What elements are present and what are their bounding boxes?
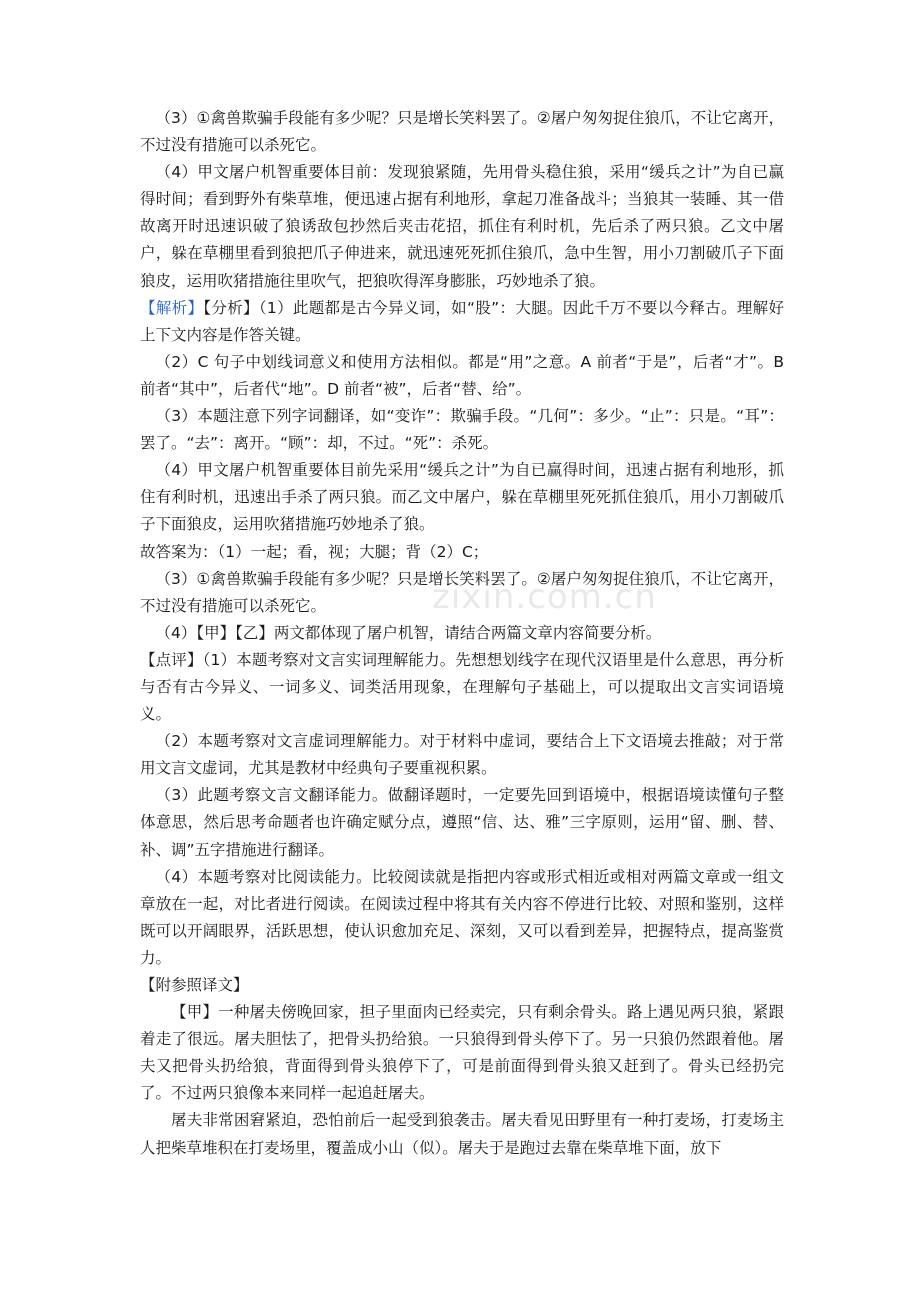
translation-paragraph: 【甲】一种屠夫傍晚回家，担子里面肉已经卖完，只有剩余骨头。路上遇见两只狼，紧跟着走了很远。屠夫胆怯了，把骨头扔给狼。一只狼得到骨头停下了。另一只狼仍然跟着他。屠夫又把骨头扔给狼，背面得到骨头狼停下了，可是前面得到骨头狼又赶到了。骨头已经扔完了。不过两只狼像本来同样一起追赶屠夫。 bbox=[140, 1003, 784, 1103]
document-body bbox=[140, 105, 784, 1162]
paragraph: （3）本题注意下列字词翻译，如“变诈”：欺骗手段。“几何”：多少。“止”：只是。“耳”：罢了。“去”：离开。“顾”：却，不过。“死”：杀死。 bbox=[140, 407, 784, 453]
watermark: zixin.com.cn bbox=[432, 577, 657, 617]
paragraph: （3）此题考察文言文翻译能力。做翻译题时，一定要先回到语境中，根据语境读懂句子整体意思，然后思考命题者也许确定赋分点，遵照“信、达、雅”三字原则，运用“留、删、替、补、调”五字措施进行翻译。 bbox=[140, 786, 784, 859]
paragraph: （4）甲文屠户机智重要体目前先采用“缓兵之计”为自已赢得时间，迅速占据有利地形，抓住有利时机，迅速出手杀了两只狼。而乙文中屠户，躲在草棚里死死抓住狼爪，用小刀割破爪子下面狼皮，运用吹猪措施巧妙地杀了狼。 bbox=[140, 461, 784, 534]
translation-paragraph: 屠夫非常困窘紧迫，恐怕前后一起受到狼袭击。屠夫看见田野里有一种打麦场，打麦场主人把柴草堆积在打麦场里，覆盖成小山（似）。屠夫于是跑过去靠在柴草堆下面，放下 bbox=[140, 1111, 784, 1157]
paragraph: （4）【甲】【乙】两文都体现了屠户机智，请结合两篇文章内容简要分析。 bbox=[155, 623, 662, 642]
paragraph-answer: 故答案为：（1）一起；看，视；大腿；背（2）C； bbox=[140, 542, 489, 561]
paragraph: （3）①禽兽欺骗手段能有多少呢？只是增长笑料罢了。②屠户匆匆捉住狼爪，不让它离开，不过没有措施可以杀死它。 bbox=[140, 569, 784, 615]
analysis-tag: 【解析】 bbox=[140, 298, 204, 317]
paragraph: （2）本题考察对文言虚词理解能力。对于材料中虚词，要结合上下文语境去推敲；对于常用文言文虚词，尤其是教材中经典句子要重视积累。 bbox=[140, 732, 784, 778]
translation-heading: 【附参照译文】 bbox=[140, 976, 249, 994]
paragraph: （3）①禽兽欺骗手段能有多少呢？只是增长笑料罢了。②屠户匆匆捉住狼爪，不让它离开，不过没有措施可以杀死它。 bbox=[140, 109, 784, 155]
paragraph: （2）C 句子中划线词意义和使用方法相似。都是“用”之意。A 前者“于是”，后者“才”。B 前者“其中”，后者代“地”。D 前者“被”，后者“替、给”。 bbox=[140, 352, 784, 398]
paragraph: （4）甲文屠户机智重要体目前：发现狼紧随，先用骨头稳住狼，采用“缓兵之计”为自已赢得时间；看到野外有柴草堆，便迅速占据有利地形，拿起刀准备战斗；当狼其一装睡、其一借故离开时迅速识破了狼诱敌包抄然后夹击花招，抓住有利时机，先后杀了两只狼。乙文中屠户，躲在草棚里看到狼把爪子伸进来，就迅速死死抓住狼爪，急中生智，用小刀割破爪子下面狼皮，运用吹猪措施往里吹气，把狼吹得浑身膨胀，巧妙地杀了狼。 bbox=[140, 163, 784, 290]
paragraph-analysis: 【解析】【分析】（1）此题都是古今异义词，如“股”：大腿。因此千万不要以今释古。理解好上下文内容是作答关键。 bbox=[140, 298, 784, 344]
paragraph-comment: 【点评】（1）本题考察对文言实词理解能力。先想想划线字在现代汉语里是什么意思，再分析与否有古今异义、一词多义、词类活用现象，在理解句子基础上，可以提取出文言实词语境义。 bbox=[140, 650, 784, 724]
paragraph: （4）本题考察对比阅读能力。比较阅读就是指把内容或形式相近或相对两篇文章或一组文章放在一起，对比者进行阅读。在阅读过程中将其有关内容不停进行比较、对照和鉴别，这样既可以开阔眼界，活跃思想，使认识愈加充足、深刻，又可以看到差异，把握特点，提高鉴赏力。 bbox=[140, 867, 784, 967]
